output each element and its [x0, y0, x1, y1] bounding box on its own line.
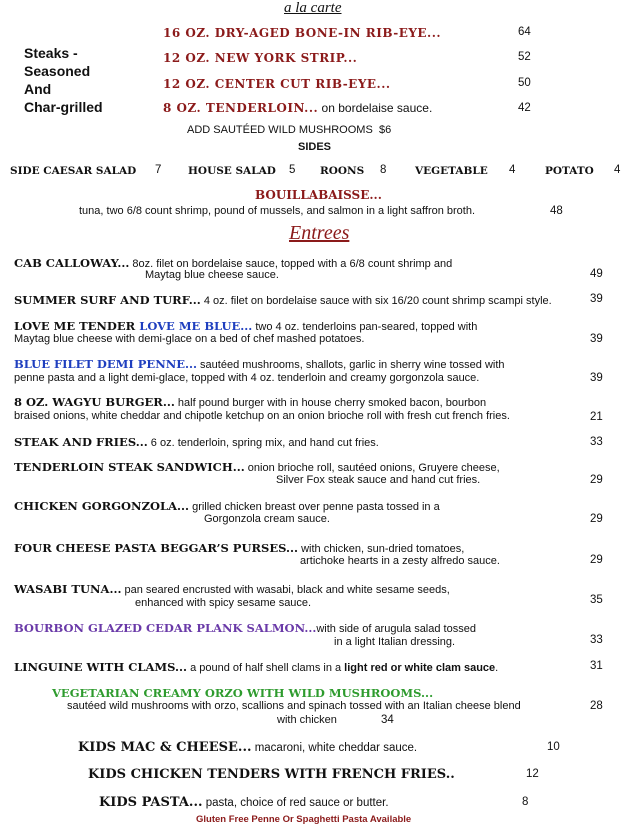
side-item-name: SIDE CAESAR SALAD: [10, 165, 137, 177]
entree-desc-line2: Silver Fox steak sauce and hand cut fries.: [276, 474, 481, 486]
entree-name: WASABI TUNA...: [14, 582, 122, 596]
entree-price: 39: [590, 293, 603, 305]
entree-name: TENDERLOIN STEAK SANDWICH...: [14, 460, 245, 474]
entree-desc: a pound of half shell clams in a: [187, 662, 345, 674]
steak-item-name: 8 OZ. TENDERLOIN...: [163, 101, 319, 115]
entree-desc: 8oz. filet on bordelaise sauce, topped with a 6/8 count shrimp and: [129, 258, 453, 270]
steaks-label-line: And: [24, 81, 52, 97]
entree-price: 33: [590, 634, 603, 646]
steak-item-name: 12 OZ. NEW YORK STRIP...: [163, 51, 358, 65]
entree-desc: sautéed mushrooms, shallots, garlic in sherry wine tossed with: [197, 359, 505, 371]
bouillabaisse-desc: tuna, two 6/8 count shrimp, pound of mussels, and salmon in a light saffron broth.: [79, 205, 476, 217]
entree-price: 28: [590, 700, 603, 712]
entree-price: 49: [590, 268, 603, 280]
entree-name-blue: LOVE ME BLUE...: [139, 319, 253, 333]
steak-item-price: 64: [518, 26, 531, 38]
side-item-price: 4: [509, 164, 516, 176]
entree-price: 29: [590, 513, 603, 525]
entree-price: 29: [590, 474, 603, 486]
entree-row: [14, 435, 379, 449]
entree-name: STEAK AND FRIES...: [14, 435, 148, 449]
entree-price: 33: [590, 436, 603, 448]
entree-name: BOURBON GLAZED CEDAR PLANK SALMON...: [14, 621, 317, 635]
side-item-price: 8: [380, 164, 387, 176]
entree-name: BLUE FILET DEMI PENNE...: [14, 357, 197, 371]
entree-desc-line2: Gorgonzola cream sauce.: [204, 513, 330, 525]
entree-row: [14, 460, 500, 474]
side-item-price: 4: [614, 164, 621, 176]
kids-item-name: KIDS PASTA...: [99, 795, 203, 810]
steaks-label-line: Char-grilled: [24, 99, 103, 115]
kids-row: [78, 740, 417, 755]
entree-name: CHICKEN GORGONZOLA...: [14, 499, 190, 513]
entree-row: [14, 256, 452, 270]
entree-price: 39: [590, 372, 603, 384]
entree-desc: onion brioche roll, sautéed onions, Gruyere cheese,: [244, 462, 500, 474]
kids-item-price: 12: [526, 768, 539, 780]
steak-item-desc: on bordelaise sauce.: [318, 101, 433, 115]
entree-desc: with chicken, sun-dried tomatoes,: [298, 543, 465, 555]
entree-desc-line2: artichoke hearts in a zesty alfredo sauce.: [300, 555, 500, 567]
entree-name: VEGETARIAN CREAMY ORZO WITH WILD MUSHROOMS...: [52, 686, 434, 700]
entree-price: 21: [590, 411, 603, 423]
steak-item-row: [163, 101, 432, 115]
steak-item-price: 42: [518, 102, 531, 114]
kids-item-price: 8: [522, 796, 529, 808]
sides-title: SIDES: [298, 141, 332, 153]
kids-item-price: 10: [547, 741, 560, 753]
entree-name: SUMMER SURF AND TURF...: [14, 293, 201, 307]
side-item-price: 5: [289, 164, 296, 176]
side-item-name: VEGETABLE: [415, 165, 488, 177]
entree-price-chicken: 34: [381, 714, 394, 726]
entree-name: FOUR CHEESE PASTA BEGGAR’S PURSES...: [14, 541, 299, 555]
bouillabaisse-name: BOUILLABAISSE...: [255, 188, 382, 202]
entree-desc-line2: in a light Italian dressing.: [334, 636, 456, 648]
entree-row: [14, 395, 486, 409]
gluten-free-note: Gluten Free Penne Or Spaghetti Pasta Available: [196, 814, 412, 825]
entree-desc-line2: penne pasta and a light demi-glace, topped with 4 oz. tenderloin and creamy gorgonzola sauce.: [14, 372, 480, 384]
entree-desc-end: .: [495, 662, 499, 674]
entree-desc: two 4 oz. tenderloins pan-seared, topped with: [252, 321, 478, 333]
side-item-price: 7: [155, 164, 162, 176]
entree-row: [14, 621, 476, 635]
entree-desc-line2: with chicken: [277, 714, 337, 726]
steaks-label-line: Steaks -: [24, 45, 78, 61]
steak-item-name: 16 OZ. DRY-AGED BONE-IN RIB-EYE...: [163, 26, 442, 40]
kids-item-desc: macaroni, white cheddar sauce.: [251, 742, 418, 754]
entree-name: CAB CALLOWAY...: [14, 256, 130, 270]
entree-desc: 4 oz. filet on bordelaise sauce with six 16/20 count shrimp scampi style.: [200, 295, 552, 307]
entree-price: 35: [590, 594, 603, 606]
entree-row: [14, 357, 505, 371]
entree-price: 29: [590, 554, 603, 566]
entree-desc: grilled chicken breast over penne pasta tossed in a: [189, 501, 440, 513]
entree-row: [14, 499, 440, 513]
entree-desc: with side of arugula salad tossed: [316, 623, 476, 635]
entree-desc-line2: braised onions, white cheddar and chipotle ketchup on an onion brioche roll with fresh cut french fries.: [14, 410, 510, 422]
steaks-label: [24, 44, 103, 116]
entree-desc-line2: Maytag blue cheese with demi-glace on a bed of chef mashed potatoes.: [14, 333, 365, 345]
entree-name: LINGUINE WITH CLAMS...: [14, 660, 188, 674]
entree-name: LOVE ME TENDER: [14, 319, 140, 333]
entree-row: [14, 293, 552, 307]
entree-desc-line2: Maytag blue cheese sauce.: [145, 269, 279, 281]
steak-item-price: 50: [518, 77, 531, 89]
entree-row: [14, 541, 464, 555]
steak-item-name: 12 OZ. CENTER CUT RIB-EYE...: [163, 77, 391, 91]
side-item-name: POTATO: [545, 165, 594, 177]
entree-desc: sautéed wild mushrooms with orzo, scallions and spinach tossed with an Italian cheese blend: [67, 700, 521, 712]
steaks-label-line: Seasoned: [24, 63, 91, 79]
side-item-name: ROONS: [320, 165, 365, 177]
entree-desc-line2: enhanced with spicy sesame sauce.: [135, 597, 312, 609]
addon-price: $6: [379, 124, 392, 136]
a-la-carte-heading: a la carte: [284, 0, 342, 16]
entree-desc: half pound burger with in house cherry smoked bacon, bourbon: [174, 397, 487, 409]
entree-row: [14, 660, 498, 674]
kids-item-desc: pasta, choice of red sauce or butter.: [202, 797, 389, 809]
bouillabaisse-price: 48: [550, 205, 563, 217]
entree-desc-bold: light red or white clam sauce: [344, 662, 496, 674]
kids-item-name: KIDS MAC & CHEESE...: [78, 740, 252, 755]
addon-mushrooms: ADD SAUTÉED WILD MUSHROOMS: [187, 124, 373, 136]
entree-price: 39: [590, 333, 603, 345]
entrees-heading: Entrees: [289, 222, 350, 244]
entree-desc: pan seared encrusted with wasabi, black and white sesame seeds,: [121, 584, 450, 596]
steak-item-price: 52: [518, 51, 531, 63]
entree-row: [14, 319, 477, 333]
side-item-name: HOUSE SALAD: [188, 165, 276, 177]
entree-price: 31: [590, 660, 603, 672]
kids-item-name: KIDS CHICKEN TENDERS WITH FRENCH FRIES..: [88, 767, 455, 782]
kids-row: [99, 795, 389, 810]
entree-row: [14, 582, 450, 596]
entree-desc: 6 oz. tenderloin, spring mix, and hand cut fries.: [147, 437, 379, 449]
entree-name: 8 OZ. WAGYU BURGER...: [14, 395, 175, 409]
